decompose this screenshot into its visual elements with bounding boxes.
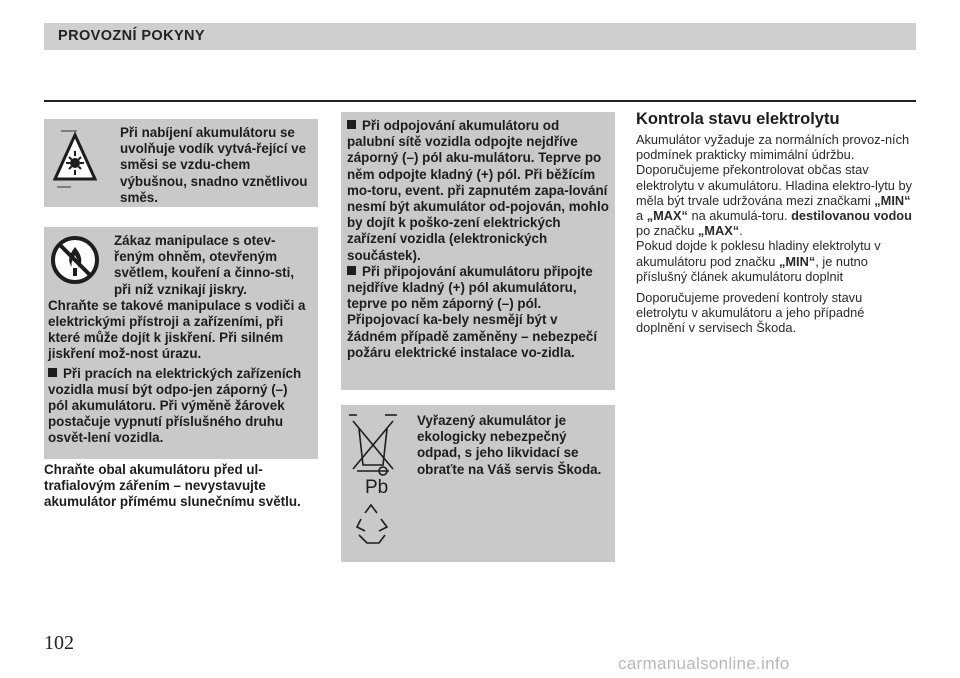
electrical-work-bullet	[48, 366, 310, 447]
connect-text: Při připojování akumulátoru připojte nejdříve kladný (+) pól akumulátoru, teprve po něm záporný (–) pól. Připojovací ka-bely nesmějí být v žádném případě zaměněny – nebezpečí požáru elektrické instalace vo-zidla.	[347, 263, 598, 360]
electrolyte-paragraph-3: Doporučujeme provedení kontroly stavu eletrolytu v akumulátoru a jeho případné doplnění v servisech Škoda.	[636, 290, 865, 336]
p2-text-a: Pokud dojde k poklesu hladiny elektrolytu v akumulátoru pod značku	[636, 238, 881, 269]
p1-text-a: Akumulátor vyžaduje za normálních provoz-ních podmínek prakticky mimimální údržbu. Doporučujeme překontrolovat občas stav elektrolytu v akumulátoru. Hladina elektro-lytu by měla být trvale udržována mezi značkami	[636, 132, 912, 208]
electrolyte-paragraph-2	[636, 238, 912, 284]
lead-symbol: Pb	[365, 477, 389, 498]
p2-text-b: , je nutno příslušný článek akumulátoru doplnit	[636, 253, 868, 284]
section-title: PROVOZNÍ POKYNY	[58, 28, 205, 44]
p1-text-b: a	[636, 208, 647, 224]
watermark: carmanualsonline.info	[618, 654, 790, 673]
p1-text-c: na akumulá-toru.	[687, 208, 792, 224]
electrolyte-paragraph-1	[636, 132, 912, 238]
connect-bullet	[347, 264, 609, 361]
p1-min-mark: „MIN“	[874, 192, 911, 208]
warning-box-hydrogen	[44, 119, 318, 207]
electrolyte-title: Kontrola stavu elektrolytu	[636, 110, 840, 128]
disconnect-text: Při odpojování akumulátoru od palubní sítě vozidla odpojte nejdříve záporný (–) pól aku-mulátoru. Teprve po něm odpojte kladný (+) pól. Při běžícím mo-toru, event. při zapnutém zapa-lování nesmí být akumulátor od-pojován, mohlo by dojít k poško-zení elektrických zařízení vozidla (elektronických součástek).	[347, 118, 609, 263]
divider-rule	[44, 100, 916, 102]
p1-distilled-water: destilovanou vodou	[791, 208, 912, 224]
p1-max-mark-2: „MAX“	[697, 223, 740, 239]
uv-protection-text: Chraňte obal akumulátoru před ul-trafialovým zářením – nevystavujte akumulátor přímému slunečnímu světlu.	[44, 462, 301, 510]
warning-box-no-flame	[44, 227, 318, 459]
warning-box-connection	[341, 112, 615, 390]
disposal-text: Vyřazený akumulátor je ekologicky nebezpečný odpad, s jeho likvidací se obraťte na Váš servis Škoda.	[417, 413, 602, 477]
disconnect-bullet	[347, 118, 609, 264]
p1-text-d: po značku	[636, 223, 698, 239]
explosion-warning-icon	[53, 129, 97, 193]
no-flame-intro: Zákaz manipulace s otev-řeným ohněm, otevřeným světlem, kouření a činno-sti, při níž vznikají jiskry.	[114, 233, 295, 297]
p2-min-mark: „MIN“	[778, 253, 816, 269]
page-number: 102	[44, 632, 74, 654]
hydrogen-warning-text: Při nabíjení akumulátoru se uvolňuje vodík vytvá-řející ve směsi se vzdu-chem výbušnou, snadno vznětlivou směs.	[120, 125, 308, 205]
electrolyte-section	[636, 110, 912, 336]
p1-text-e: .	[739, 223, 743, 239]
p1-max-mark: „MAX“	[646, 208, 688, 224]
disposal-box	[341, 405, 615, 562]
electrical-work-text: Při pracích na elektrických zařízeních vozidla musí být odpo-jen záporný (–) pól akumulátoru. Při výměně žárovek postačuje vypnutí příslušného druhu osvět-lení vozidla.	[48, 365, 302, 446]
section-header	[44, 23, 916, 50]
no-flame-body: Chraňte se takové manipulace s vodiči a elektrickými přístroji a zařízeními, při které může dojít k jiskření. Při silném jiskření mož-nost úrazu.	[48, 297, 306, 362]
